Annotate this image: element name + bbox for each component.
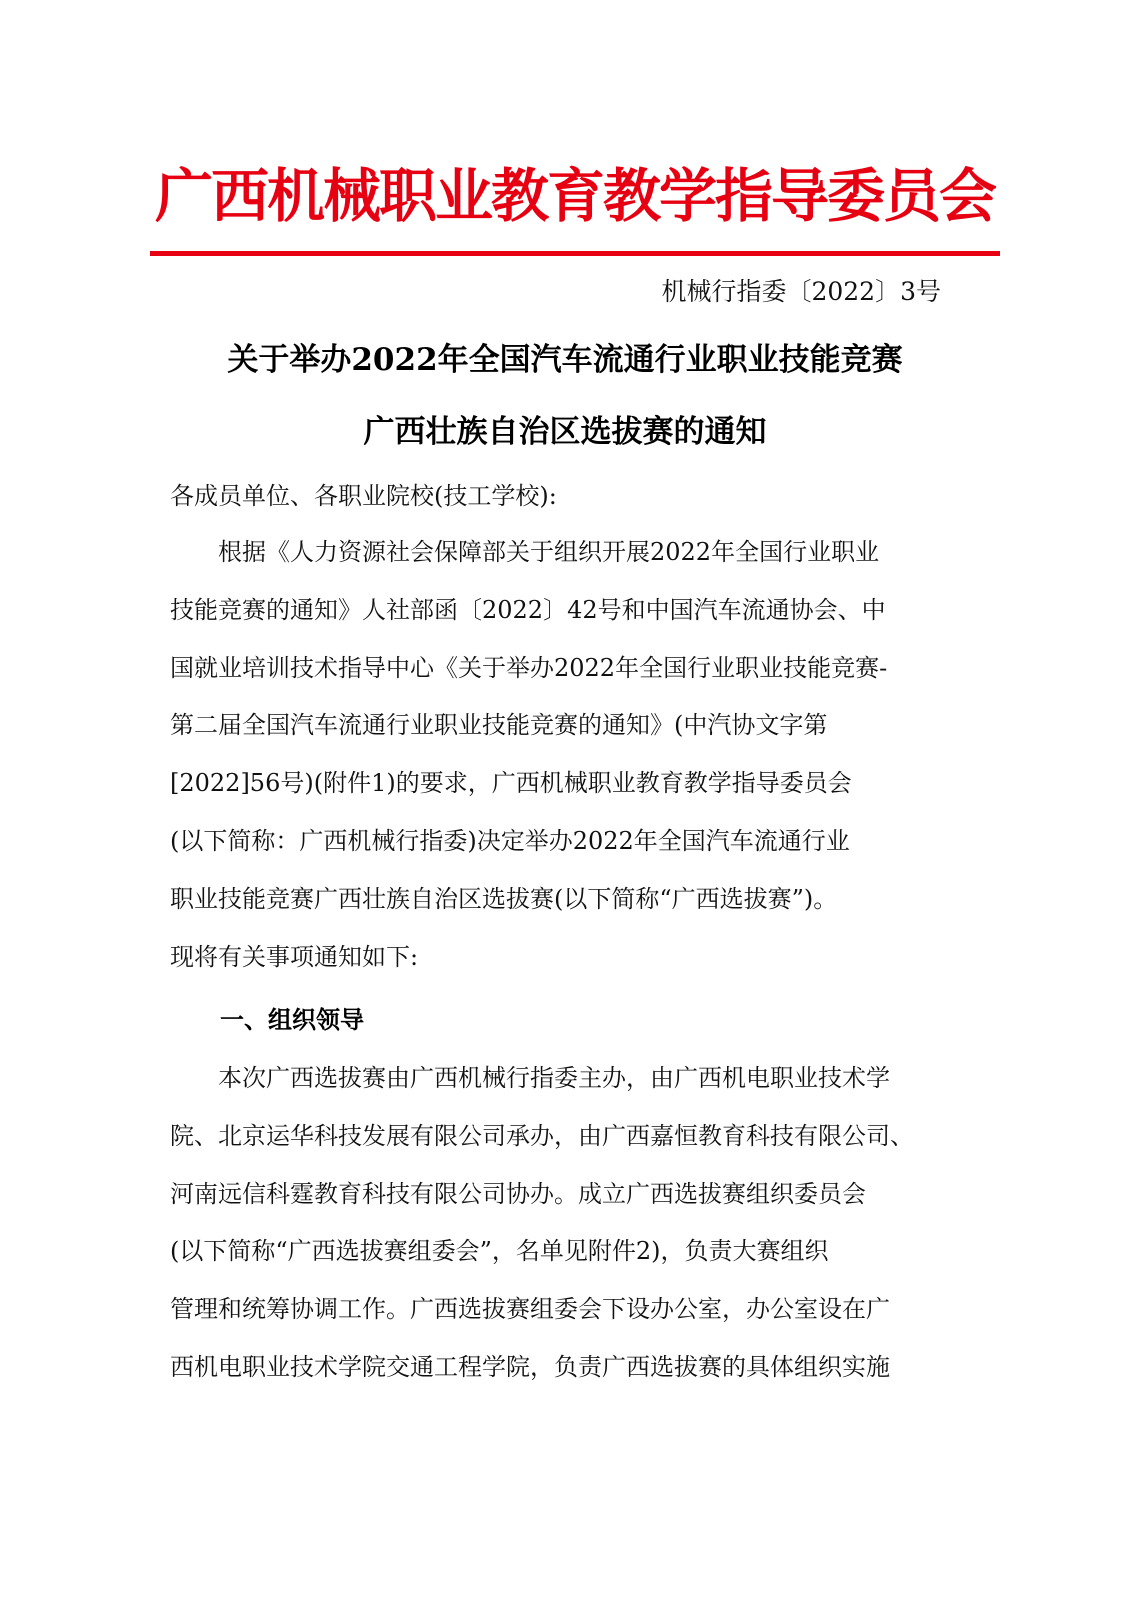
title-line-1: 关于举办2022年全国汽车流通行业职业技能竞赛	[227, 342, 903, 378]
section-1-line: 院、北京运华科技发展有限公司承办，由广西嘉恒教育科技有限公司、	[170, 1121, 914, 1150]
paragraph-1-line: 根据《人力资源社会保障部关于组织开展2022年全国行业职业	[218, 538, 880, 566]
masthead-red-divider	[150, 251, 1000, 256]
section-1-line: 管理和统筹协调工作。广西选拔赛组委会下设办公室，办公室设在广	[170, 1295, 890, 1324]
salutation: 各成员单位、各职业院校(技工学校):	[170, 482, 557, 510]
section-1-paragraph	[170, 1050, 940, 1397]
paragraph-1-line: [2022]56号)(附件1)的要求，广西机械职业教育教学指导委员会	[170, 769, 852, 798]
section-1-line: (以下简称“广西选拔赛组委会”，名单见附件2)，负责大赛组织	[170, 1237, 829, 1266]
paragraph-1-line: 职业技能竞赛广西壮族自治区选拔赛(以下简称“广西选拔赛”)。	[170, 884, 838, 913]
paragraph-1-line: 第二届全国汽车流通行业职业技能竞赛的通知》(中汽协文字第	[170, 711, 828, 740]
masthead-org-name: 广西机械职业教育教学指导委员会	[154, 162, 995, 230]
paragraph-1-line: 现将有关事项通知如下:	[170, 942, 419, 971]
paragraph-1-line: 国就业培训技术指导中心《关于举办2022年全国行业职业技能竞赛-	[170, 653, 888, 682]
paragraph-1-line: (以下简称：广西机械行指委)决定举办2022年全国汽车流通行业	[170, 826, 850, 855]
paragraph-1-line: 技能竞赛的通知》人社部函〔2022〕42号和中国汽车流通协会、中	[170, 595, 886, 624]
section-1-line: 本次广西选拔赛由广西机械行指委主办，由广西机电职业技术学	[218, 1064, 890, 1092]
section-1-line: 河南远信科霆教育科技有限公司协办。成立广西选拔赛组织委员会	[170, 1179, 866, 1208]
section-1-heading: 一、组织领导	[220, 1005, 364, 1034]
document-number: 机械行指委〔2022〕3号	[661, 277, 941, 306]
section-1-line: 西机电职业技术学院交通工程学院，负责广西选拔赛的具体组织实施	[170, 1352, 890, 1381]
title-line-2: 广西壮族自治区选拔赛的通知	[363, 414, 767, 450]
paragraph-1	[170, 524, 940, 986]
